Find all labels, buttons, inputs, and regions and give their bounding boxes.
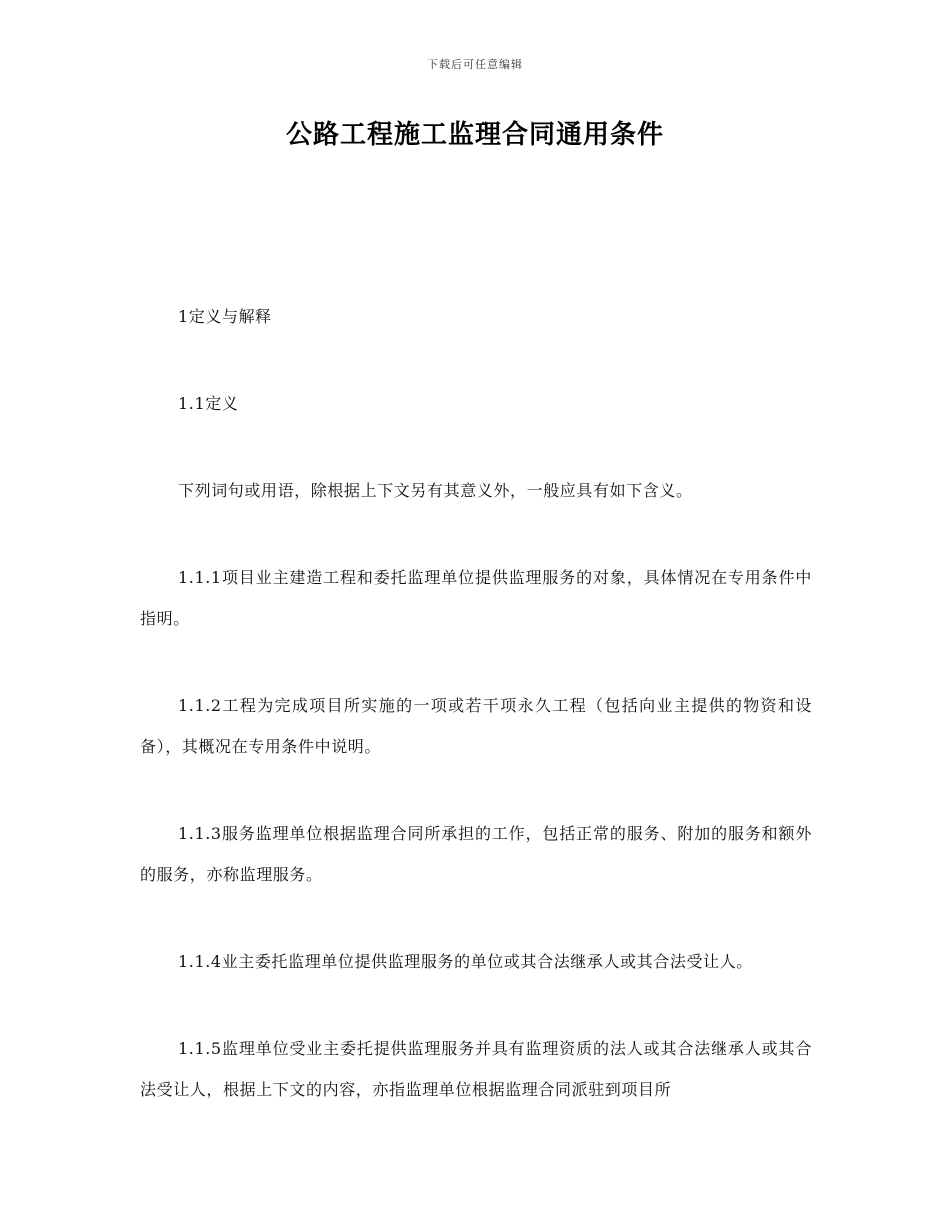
document-body [140,296,812,1156]
paragraph-intro: 下列词句或用语，除根据上下文另有其意义外，一般应具有如下含义。 [178,481,693,500]
paragraph-1-1-1: 1.1.1项目业主建造工程和委托监理单位提供监理服务的对象，具体情况在专用条件中指明。 [140,568,812,628]
page-header: 下载后可任意编辑 [427,58,523,71]
paragraph-1-1-5: 1.1.5监理单位受业主委托提供监理服务并具有监理资质的法人或其合法继承人或其合法受让人，根据上下文的内容，亦指监理单位根据监理合同派驻到项目所 [140,1039,812,1099]
paragraph-1-1-4: 1.1.4业主委托监理单位提供监理服务的单位或其合法继承人或其合法受让人。 [178,952,753,971]
paragraph-1-1-2: 1.1.2工程为完成项目所实施的一项或若干项永久工程（包括向业主提供的物资和设备），其概况在专用条件中说明。 [140,696,812,756]
document-title: 公路工程施工监理合同通用条件 [285,120,664,150]
paragraph-section-1-1: 1.1定义 [178,394,239,413]
paragraph-1-1-3: 1.1.3服务监理单位根据监理合同所承担的工作，包括正常的服务、附加的服务和额外的服务，亦称监理服务。 [140,824,812,884]
paragraph-section-1: 1定义与解释 [178,307,272,326]
